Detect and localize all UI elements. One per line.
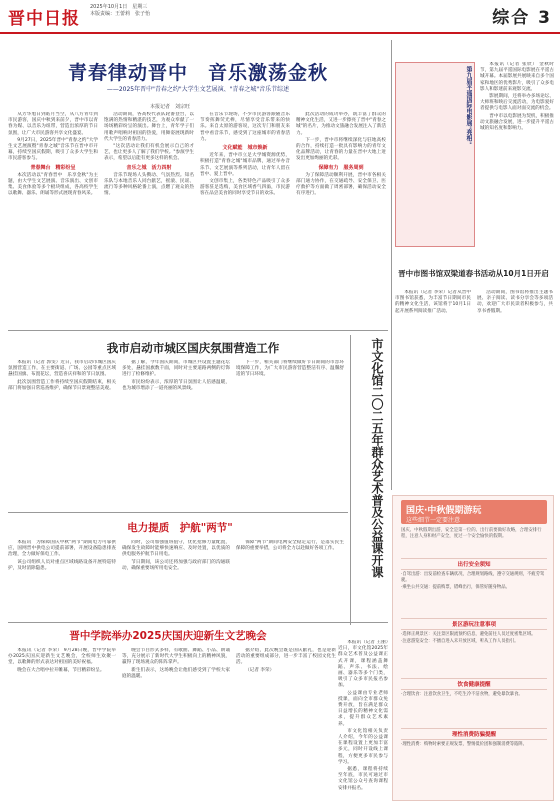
school-gala-col-3: 据介绍，此次晚会既是国庆献礼，也是迎新活动的重要组成部分，进一步丰富了校园文化生活。 （记者 李荣） (236, 648, 336, 673)
masthead (0, 0, 560, 34)
section-rule (8, 622, 388, 623)
issue-date: 2025年10月1日 星期三 (90, 4, 148, 10)
section-name: 综合 3 (492, 8, 552, 28)
school-gala-col-2: 晚会节目形式多样，有歌曲、舞蹈、小品、朗诵等，充分展示了新时代大学生积极向上的精神风貌，赢得了现场观众的阵阵掌声。 新生们表示，这场晚会让他们感受到了学校大家庭的温暖。 (122, 648, 230, 679)
section-rule (8, 512, 348, 513)
feature-column-4: 此次活动的成功举办，既丰富了群众的精神文化生活，又进一步擦亮了晋中"青春之城"的名片，为推动文旅融合发展注入了新活力。 下一步，晋中市将继续深化与驻地高校的合作，持续打造一批具有影响力的青年文化品牌活动，让青春的力量在晋中大地上迸发出更加绚丽的光彩。 保障有力 服务周到 为了保障活动顺利开展，晋中市各相关部门通力协作，在交通疏导、安全保卫、医疗救护等方面做了周密部署，确保活动安全有序进行。 (296, 112, 386, 197)
feature-subtitle: ——2025年晋中"青春之约"大学生文艺展演、"青春之城"音乐节综述 (106, 86, 290, 93)
school-gala-col-1: 本报讯（记者 李荣） 9月28日晚，晋中学院举办2025庆国庆迎新生文艺晚会，全校师生欢聚一堂，以歌舞的形式表达对祖国的美好祝福。 晚会在大合唱中拉开帷幕，节目精彩纷呈。 (8, 648, 116, 673)
issue-editors: 本版责编：王蕾莉 张子怡 (90, 11, 151, 17)
guide-slogan: 这些细节一定要注意 (406, 517, 461, 524)
feature-column-1: 从芳华旭日到皓月当空，从八方青年到市民游客，国庆中秋到来前夕，晋中市以青春为媒、以音乐为纽带，营造出浓厚的节日氛围，让广大市民游客共享文化盛宴。 9月27日，2025年晋中"青春之约"大学生文艺展演暨"青春之城"音乐节在晋中市开幕，持续至国庆假期，吸引了众多大学生和市民游客参与。 青春舞台 精彩纷呈 本次活动以"青春晋中 乐享金秋"为主题，由大学生文艺展演、音乐演出、文创市集、美食体验等多个板块组成，各高校学生以歌舞、器乐、朗诵等形式展现青春风采。 (8, 112, 98, 197)
electric-headline: 电力提质 护航"两节" (127, 522, 233, 534)
city-decoration-col-2: 据了解，今年国庆期间，市城区共设置主题花坛多处，悬挂国旗数千面，同时对主要道路两侧的灯饰进行了检修维护。 市民纷纷表示，浓厚的节日氛围让人倍感温暖，也为城市增添了一道亮丽的风景线。 (122, 360, 230, 391)
library-headline: 晋中市图书馆双梁道春书活动从10月1日开启 (398, 269, 549, 278)
holiday-travel-guide (392, 495, 554, 801)
film-festival-caption: 第九届平遥国际电影展"亮相" (465, 66, 472, 145)
school-gala-headline: 晋中学院举办2025庆国庆迎新生文艺晚会 (69, 630, 267, 642)
feature-header (8, 40, 388, 98)
feature-column-2: 活动期间，各高校代表队轮番登台，以饱满的热情和精湛的技艺，为观众奉献了一场场精彩纷呈的演出。舞台上，青年学子们用歌声唱响对祖国的热爱，用舞姿展现新时代大学生的青春活力。 "这次活动让我们有机会展示自己的才艺，也让更多人了解了我们学校。"参演学生表示，希望以后能有更多这样的机会。 音乐之城 活力四射 音乐节现场人头攒动、气氛热烈。知名乐队与本地音乐人同台献艺，摇滚、民谣、流行等多种风格轮番上演，点燃了观众的热情。 (104, 112, 194, 197)
guide-intro: 国庆、中秋假期出游，安全是第一位的。出行前要做好攻略，合理安排行程，注意人身和财产安全，度过一个安全愉快的假期。 (401, 528, 542, 539)
guide-section-shopping: 理性消费防骗提醒 ·理性消费：购物时索要正规发票，警惕低价团和强制消费等陷阱。 (401, 728, 547, 749)
feature-title: 青春律动晋中 音乐激荡金秋 (67, 62, 328, 84)
feature-byline: 本报记者 刘宗旺 (150, 104, 191, 110)
library-article-col-2: 活动期间，图书馆将推出主题书展、亲子阅读、读书分享会等多项活动，欢迎广大市民读者积极参与，共享书香假期。 (477, 290, 553, 314)
electric-col-3: 保障"两节"期间电网安全稳定运行，是落实民生保障的重要举措，公司将全力以赴做好各项工作。 (236, 540, 344, 552)
city-decoration-headline: 我市启动市城区国庆氛围营造工作 (106, 341, 280, 355)
guide-section-scenic: 景区游玩注意事项 ·选择正规景区：关注景区限流预约信息，避免前往人员过度密集区域。 ·注意游览安全：不擅自进入未开放区域，听从工作人员指引。 (401, 618, 547, 646)
section-rule (8, 330, 388, 331)
guide-section-travel: 出行安全须知 ·自驾出游：出发前检查车辆状况，合理规划路线，遵守交通规则，不疲劳驾驶。 ·乘坐公共交通：提前购票，错峰出行，保管好随身物品。 (401, 558, 547, 591)
culture-center-headline: 市文化馆二〇二五年群众艺术普及公益课开课 (370, 338, 384, 578)
electric-col-2: 同时，公司加强值班值守，优化抢修力量配置，确保发生故障时能够快速响应、及时处置，以优质的供电服务护航节日用电。 节日期间，该公司还将加强与政府部门的沟通联动，确保重要场所用电安全。 (122, 540, 230, 571)
spacer (236, 480, 344, 481)
issue-meta (90, 4, 150, 18)
culture-center-article: 本报讯（记者 王丽）近日，市文化馆2025年群众艺术普及公益课正式开课，课程涵盖舞蹈、声乐、书法、绘画、器乐等多个门类，吸引了众多市民报名参加。 公益课由专业老师授课，面向全市群众免费开放，旨在满足群众日益增长的精神文化需求，提升群众艺术素养。 市文化馆相关负责人介绍，今年的公益课在课程设置上更加丰富多元，同时开设线上课程，方便更多市民参与学习。 据悉，课程将持续至年底，市民可通过市文化馆公众号查询课程安排并报名。 (338, 640, 388, 791)
guide-title: 国庆·中秋假期游玩 (406, 506, 482, 516)
film-festival-article: 本报讯（记者 张欣） 金秋时节，第九届平遥国际电影展在平遥古城开幕。本届影展共展映来自多个国家和地区的优秀影片，吸引了众多电影人和影迷前来观影交流。 影展期间，还将举办多场论坛、大师班和映后交流活动，为电影爱好者提供与电影人面对面交流的机会。 晋中市以电影展为契机，积极推动文旅融合发展，进一步提升平遥古城的知名度和影响力。 (480, 62, 554, 132)
guide-section-food: 饮食健康提醒 ·合理饮食：注意饮食卫生，不吃生冷不洁食物，避免暴饮暴食。 (401, 678, 547, 699)
column-divider (350, 335, 351, 625)
electric-col-1: 本报讯 为保障国庆中秋"两节"期间电力可靠供应，国网晋中供电公司提前部署，开展设备隐患排查治理，全力做好保电工作。 该公司组织人员对重点区域线路设备开展特巡特护，及时消除隐患。 (8, 540, 116, 571)
library-article-col-1: 本报讯（记者 李荣）记者从晋中市图书馆获悉，为丰富节日期间市民的精神文化生活，该馆将于10月1日起开展系列阅读推广活动。 (395, 290, 471, 314)
feature-column-3: 在音乐节现场，不少市民游客跟随音乐节奏挥舞荧光棒，尽情享受音乐带来的快乐。来自太原的游客说，这次专门和朋友来晋中看音乐节，感受到了这座城市的青春活力。 文化赋能 城市焕新 近年来，晋中市立足大学城资源优势，积极打造"青春之城"城市品牌，通过举办音乐节、文艺展演等系列活动，让青年人留在晋中、爱上晋中。 文创市集上，各类特色产品吸引了众多游客驻足选购，美食区域香气四溢，市民游客在品尝美食的同时享受节日的欢乐。 (200, 112, 290, 197)
guide-header (401, 500, 547, 524)
city-decoration-col-1: 本报讯（记者 郭雯）近日，我市启动市城区国庆氛围营造工作，在主要街道、广场、公园等重点区域悬挂国旗、布置花坛，营造喜庆祥和的节日氛围。 此次氛围营造工作将持续至国庆假期结束，相关部门将加强日常巡查维护，确保节日景观整洁美观。 (8, 360, 116, 391)
city-decoration-col-3: 下一步，相关部门将继续做好节日期间的市容环境保障工作，为广大市民游客营造整洁有序、温馨舒适的节日环境。 (236, 360, 344, 378)
newspaper-logo: 晋中日报 (8, 9, 80, 29)
column-divider (391, 40, 392, 490)
